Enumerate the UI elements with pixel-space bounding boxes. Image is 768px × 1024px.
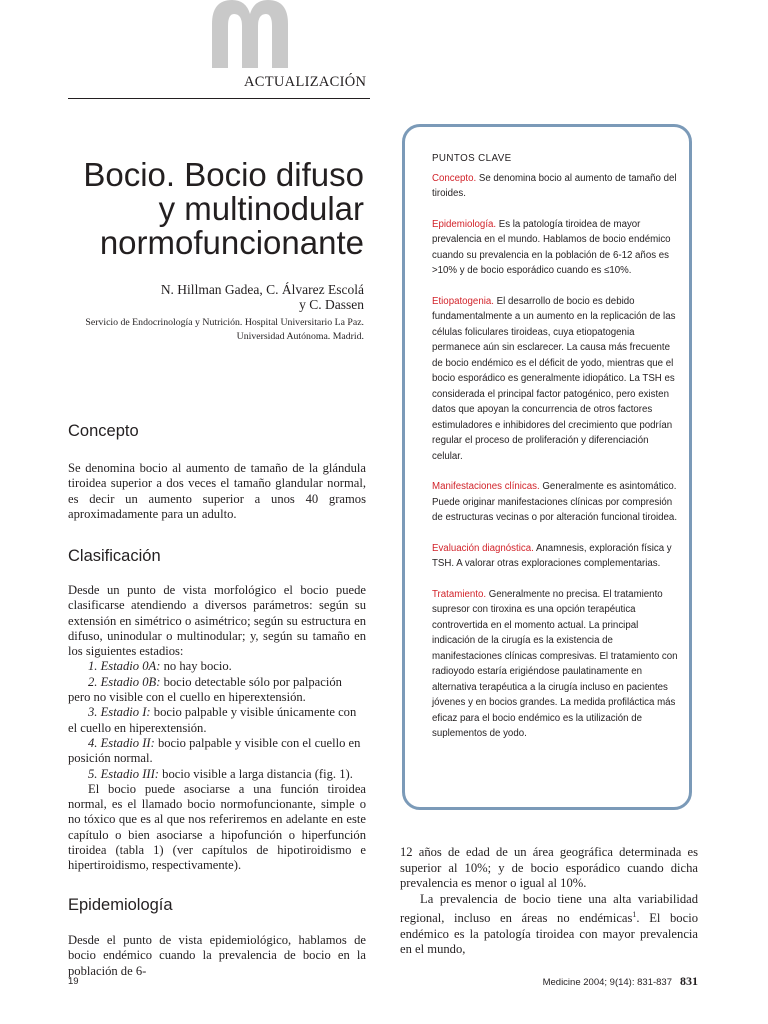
stage-item: 4. Estadio II: bocio palpable y visible con el cuello en posición normal. (68, 735, 361, 766)
clasificacion-closing: El bocio puede asociarse a una función tiroidea normal, es el llamado bocio normofuncionante, simple o no tóxico que es al que nos referiremos en adelante en este capítulo o bien asociarse a hipofunción o hiperfunción tiroidea (tabla 1) (ver capítulos de hipotiroidismo e hipertiroidismo, respectivamente). (68, 781, 366, 873)
reference-marker: 1 (632, 910, 637, 919)
header-rule (68, 98, 370, 99)
right-paragraph-2: La prevalencia de bocio tiene una alta variabilidad regional, incluso en áreas no endémicas$^1$. El bocio endémico es la patología tiroidea con mayor prevalencia en el mundo, (400, 891, 698, 957)
affiliation-line-1: Servicio de Endocrinología y Nutrición. Hospital Universitario La Paz. (85, 317, 364, 328)
key-point-epidemiologia: Epidemiología. Es la patología tiroidea de mayor prevalencia en el mundo. Hablamos de bocio endémico cuando su prevalencia en la población de 6-12 años es >10% y de bocio esporádico cuando es ≤10%. (432, 218, 671, 276)
affiliation (44, 316, 364, 344)
key-points-box (402, 124, 692, 810)
epidemiologia-paragraph: Desde el punto de vista epidemiológico, hablamos de bocio endémico cuando la prevalencia de bocio en la población de 6- (68, 933, 366, 978)
epidemiologia-text (68, 933, 366, 979)
clasificacion-intro: Desde un punto de vista morfológico el bocio puede clasificarse atendiendo a diversos parámetros: según su extensión en simétrico o asimétrico; según su estructura en difuso, uninodular o multinodular; y, según su tamaño en los siguientes estadios: (68, 583, 366, 659)
key-point-evaluacion: Evaluación diagnóstica. Anamnesis, exploración física y TSH. A valorar otras exploraciones complementarias. (432, 542, 672, 569)
key-point-etiopatogenia: Etiopatogenia. El desarrollo de bocio es debido fundamentalmente a un aumento en la replicación de las células foliculares tiroideas, cuya etiopatogenia permanece aún sin esclarecer. La causa más frecuente de bocio endémico es el déficit de yodo, mientras que el bocio esporádico es generalmente idiopático. La TSH es considerada el principal factor patogénico, pero existen datos que apoyan la concurrencia de otros factores estimuladores e inhibidores del crecimiento que podrían regular el proceso de proliferación y diferenciación celular. (432, 295, 676, 462)
right-paragraph-1: 12 años de edad de un área geográfica determinada es superior al 10%; y de bocio esporádico cuando dicha prevalencia es menor o igual al 10%. (400, 845, 698, 890)
key-point-concepto: Concepto. Se denomina bocio al aumento de tamaño del tiroides. (432, 172, 677, 199)
concepto-heading: Concepto (68, 422, 139, 440)
key-point-manifestaciones: Manifestaciones clínicas. Generalmente es asintomático. Puede originar manifestaciones clínicas por compresión de estructuras vecinas o por alteración funcional tiroidea. (432, 481, 678, 523)
citation-text: Medicine 2004; 9(14): 831-837 (542, 977, 672, 988)
clasificacion-text (68, 583, 366, 874)
title-line-2: y multinodular (158, 190, 364, 227)
stage-item: 2. Estadio 0B: bocio detectable sólo por palpación pero no visible con el cuello en hiperextensión. (68, 674, 342, 705)
stage-item: 3. Estadio I: bocio palpable y visible únicamente con el cuello en hiperextensión. (68, 705, 357, 735)
title-line-3: normofuncionante (99, 224, 364, 261)
authors (64, 282, 364, 312)
authors-line-2: y C. Dassen (299, 297, 364, 312)
page-number-left: 19 (68, 976, 79, 987)
authors-line-1: N. Hillman Gadea, C. Álvarez Escolá (160, 282, 364, 297)
key-point-tratamiento: Tratamiento. Generalmente no precisa. El tratamiento supresor con tiroxina es una opción terapéutica controvertida en el momento actual. La principal indicación de la cirugía es la existencia de manifestaciones clínicas compresivas. El tratamiento con radioyodo estaría erigiéndose paulatinamente en alternativa terapéutica a la cirugía incluso en pacientes jóvenes y en bocios grandes. La medida profiláctica más eficaz para el bocio endémico es la utilización de suplementos de yodo. (432, 588, 678, 739)
concepto-text (68, 461, 366, 522)
stage-item: 1. Estadio 0A: no hay bocio. (88, 659, 232, 674)
key-points-title: PUNTOS CLAVE (432, 153, 512, 164)
journal-m-logo (212, 0, 288, 68)
right-column-text (400, 845, 698, 958)
stage-item: 5. Estadio III: bocio visible a larga distancia (fig. 1). (88, 766, 353, 781)
section-tag: ACTUALIZACIÓN (244, 74, 367, 90)
title-line-1: Bocio. Bocio difuso (83, 156, 364, 193)
clasificacion-heading: Clasificación (68, 547, 161, 565)
footer-citation (543, 974, 698, 989)
page-number-right: 831 (680, 974, 698, 988)
concepto-paragraph: Se denomina bocio al aumento de tamaño de la glándula tiroidea superior a dos veces el tamaño glandular normal, es decir un aumento superior a unos 40 gramos aproximadamente para un adulto. (68, 461, 366, 521)
epidemiologia-heading: Epidemiología (68, 896, 173, 914)
article-title (83, 158, 364, 260)
affiliation-line-2: Universidad Autónoma. Madrid. (236, 331, 364, 342)
